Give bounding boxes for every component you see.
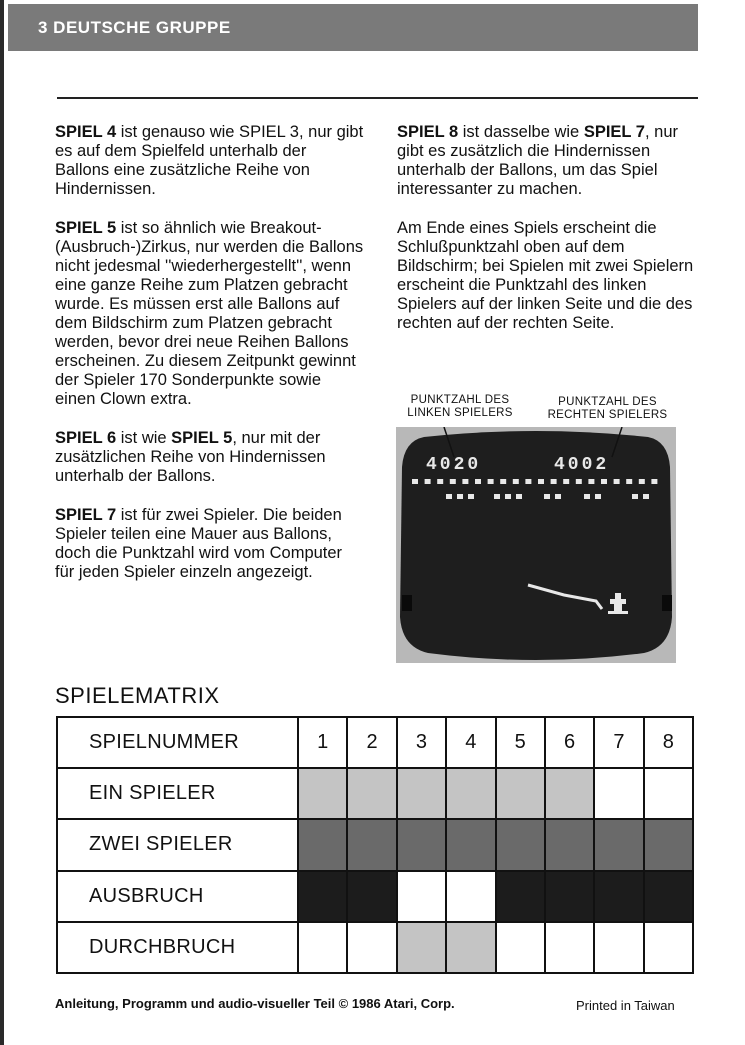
matrix-cell: [644, 871, 693, 922]
matrix-row-ausbruch: [57, 871, 693, 922]
balloon: [450, 479, 456, 484]
paragraph-spiel-5: [55, 219, 365, 409]
matrix-row-durchbruch: [57, 922, 693, 973]
matrix-cell: [545, 871, 594, 922]
callout-line: PUNKTZAHL DES: [410, 394, 510, 406]
section-header-title: 3 DEUTSCHE GRUPPE: [38, 17, 231, 37]
copyright-footer: Anleitung, Programm und audio-visueller Teil © 1986 Atari, Corp.: [55, 996, 455, 1011]
matrix-game-number: 3: [397, 717, 446, 768]
matrix-cell: [496, 768, 545, 819]
balloon: [632, 494, 638, 499]
balloon: [639, 479, 645, 484]
game-screenshot: [396, 427, 676, 663]
matrix-cell: [446, 819, 495, 870]
right-bumper: [662, 595, 672, 611]
score-left: 4020: [426, 455, 482, 475]
balloon: [437, 479, 443, 484]
balloon: [576, 479, 582, 484]
matrix-game-number: 7: [594, 717, 643, 768]
matrix-cell: [545, 922, 594, 973]
balloon: [588, 479, 594, 484]
matrix-cell: [594, 819, 643, 870]
balloon: [475, 479, 481, 484]
matrix-cell: [594, 871, 643, 922]
matrix-cell: [347, 871, 396, 922]
matrix-cell: [347, 922, 396, 973]
paragraph-text: Am Ende eines Spiels erscheint die Schlußpunktzahl oben auf dem Bildschirm; bei Spielen mit zwei Spielern erscheint die Punktzahl des linken Spielers auf der linken Seite und die des rechten auf der rechten Seite.: [397, 219, 694, 332]
balloon: [446, 494, 452, 499]
matrix-cell: [446, 922, 495, 973]
matrix-row-ein-spieler: [57, 768, 693, 819]
matrix-cell: [397, 922, 446, 973]
callout-left-score-label: [395, 394, 525, 420]
matrix-cell: [644, 819, 693, 870]
matrix-row-zwei-spieler: [57, 819, 693, 870]
balloon: [468, 494, 474, 499]
matrix-cell: [298, 922, 347, 973]
paragraph-spiel-4: [55, 123, 365, 199]
matrix-cell: [446, 768, 495, 819]
callout-right-score-label: [535, 396, 680, 422]
matrix-row-label: EIN SPIELER: [57, 768, 298, 819]
paragraph-text: , nur gibt es zusätzlich die Hindernissen unterhalb der Ballons, um das Spiel interessanter zu machen.: [397, 123, 678, 198]
callout-line: LINKEN SPIELERS: [407, 407, 513, 419]
balloon: [425, 479, 431, 484]
game-matrix-table: [56, 716, 694, 974]
right-text-column: [397, 123, 702, 353]
matrix-cell: [446, 871, 495, 922]
matrix-cell: [496, 922, 545, 973]
matrix-cell: [397, 768, 446, 819]
matrix-cell: [545, 819, 594, 870]
paragraph-spiel-6: [55, 429, 365, 486]
paragraph-text: ist dasselbe wie: [458, 123, 584, 141]
left-bumper: [402, 595, 412, 611]
game-label: SPIEL 7: [55, 506, 117, 524]
balloon: [651, 479, 657, 484]
paragraph-score-info: [397, 219, 702, 333]
balloon: [555, 494, 561, 499]
balloon: [462, 479, 468, 484]
matrix-cell: [298, 819, 347, 870]
balloon: [500, 479, 506, 484]
matrix-row-label: ZWEI SPIELER: [57, 819, 298, 870]
balloon: [563, 479, 569, 484]
matrix-cell: [397, 819, 446, 870]
game-label: SPIEL 5: [55, 219, 117, 237]
matrix-game-number: 2: [347, 717, 396, 768]
matrix-cell: [347, 768, 396, 819]
game-label: SPIEL 5: [171, 429, 233, 447]
left-text-column: [55, 123, 365, 602]
callout-line: RECHTEN SPIELERS: [547, 409, 668, 421]
print-location-footer: Printed in Taiwan: [576, 998, 675, 1013]
balloon: [505, 494, 511, 499]
balloon: [538, 479, 544, 484]
matrix-cell: [496, 871, 545, 922]
balloon: [494, 494, 500, 499]
matrix-cell: [644, 922, 693, 973]
matrix-cell: [298, 871, 347, 922]
paragraph-text: , nur mit der zusätzlichen Reihe von Hindernissen unterhalb der Ballons.: [55, 429, 326, 485]
balloon: [551, 479, 557, 484]
game-label: SPIEL 6: [55, 429, 117, 447]
balloon: [516, 494, 522, 499]
matrix-cell: [298, 768, 347, 819]
matrix-cell: [496, 819, 545, 870]
matrix-game-number: 4: [446, 717, 495, 768]
matrix-game-number: 5: [496, 717, 545, 768]
paragraph-text: ist für zwei Spieler. Die beiden Spieler teilen eine Mauer aus Ballons, doch die Punktzahl wird vom Computer für jeden Spieler einzeln angezeigt.: [55, 506, 343, 581]
matrix-cell: [545, 768, 594, 819]
header-rule: [57, 97, 698, 99]
balloon: [457, 494, 463, 499]
matrix-game-number: 8: [644, 717, 693, 768]
matrix-row-label: AUSBRUCH: [57, 871, 298, 922]
balloon: [488, 479, 494, 484]
game-label: SPIEL 4: [55, 123, 117, 141]
callout-line: PUNKTZAHL DES: [558, 396, 657, 408]
paragraph-spiel-7: [55, 506, 365, 582]
balloon: [601, 479, 607, 484]
score-right: 4002: [554, 455, 610, 475]
balloon: [643, 494, 649, 499]
page-binding-edge: [0, 0, 4, 1045]
matrix-cell: [347, 819, 396, 870]
matrix-row-label: DURCHBRUCH: [57, 922, 298, 973]
matrix-cell: [594, 922, 643, 973]
balloon: [525, 479, 531, 484]
matrix-game-number: 6: [545, 717, 594, 768]
matrix-header-label: SPIELNUMMER: [57, 717, 298, 768]
balloon: [595, 494, 601, 499]
game-label: SPIEL 7: [583, 123, 645, 141]
matrix-header-row: [57, 717, 693, 768]
paragraph-text: ist genauso wie SPIEL 3, nur gibt es auf dem Spielfeld unterhalb der Ballons eine zusätzliche Reihe von Hindernissen.: [55, 123, 364, 198]
paragraph-text: ist wie: [116, 429, 172, 447]
balloon: [513, 479, 519, 484]
matrix-cell: [594, 768, 643, 819]
paragraph-spiel-8: [397, 123, 702, 199]
matrix-title: SPIELEMATRIX: [55, 683, 220, 708]
matrix-cell: [644, 768, 693, 819]
matrix-cell: [397, 871, 446, 922]
section-header-bar: [8, 4, 698, 51]
balloon: [614, 479, 620, 484]
balloon: [626, 479, 632, 484]
paragraph-text: ist so ähnlich wie Breakout-(Ausbruch-)Zirkus, nur werden die Ballons nicht jedesmal ''wiederhergestellt'', wenn eine ganze Reihe zum Platzen gebracht wurde. Es müssen erst alle Ballons auf dem Bildschirm zum Platzen gebracht werden, bevor drei neue Reihen Ballons erscheinen. Zu diesem Zeitpunkt gewinnt der Spieler 170 Sonderpunkte sowie einen Clown extra.: [55, 219, 364, 408]
matrix-game-number: 1: [298, 717, 347, 768]
game-label: SPIEL 8: [397, 123, 459, 141]
balloon: [544, 494, 550, 499]
balloon: [584, 494, 590, 499]
balloon: [412, 479, 418, 484]
